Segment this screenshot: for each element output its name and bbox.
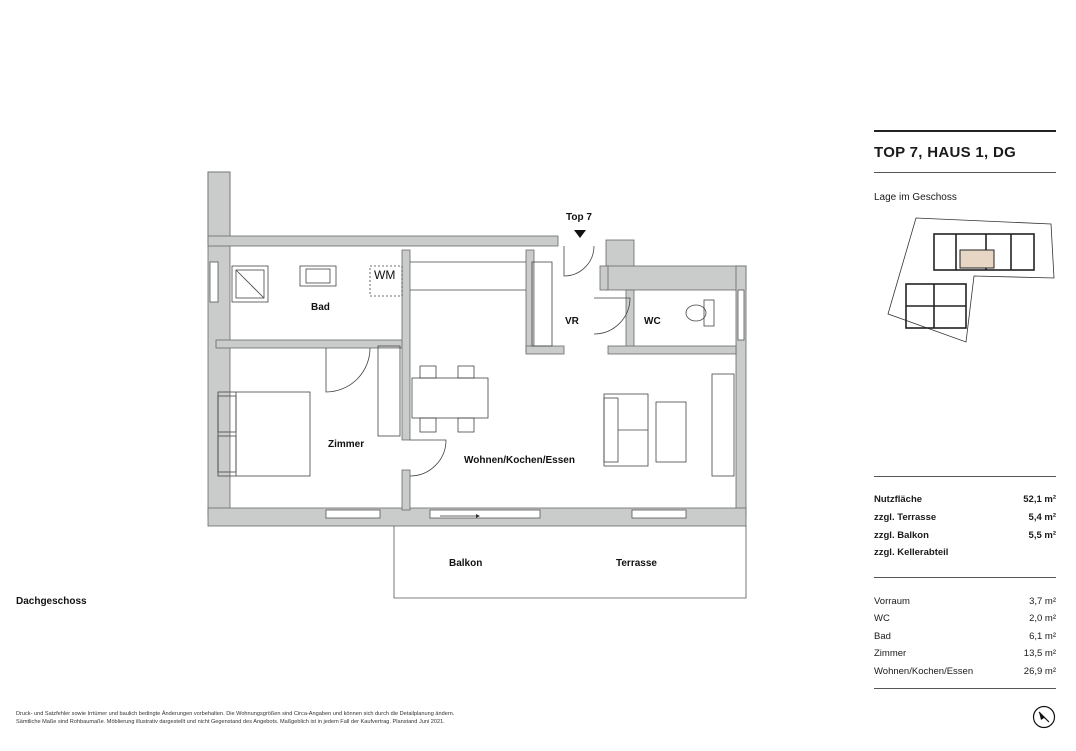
room-label-bad: Bad <box>311 302 330 313</box>
walls <box>208 172 746 526</box>
apartment-highlight <box>960 250 994 268</box>
room-row: Vorraum 3,7 m² <box>874 596 1056 607</box>
toilet <box>686 300 714 326</box>
wardrobe <box>378 262 734 476</box>
room-row: WC 2,0 m² <box>874 613 1056 624</box>
floor-label: Dachgeschoss <box>16 596 87 607</box>
room-label-wc: WC <box>644 316 661 327</box>
bed <box>218 392 310 476</box>
room-row: Wohnen/Kochen/Essen 26,9 m² <box>874 666 1056 677</box>
location-label: Lage im Geschoss <box>874 192 957 203</box>
room-row: Bad 6,1 m² <box>874 631 1056 642</box>
room-row: Zimmer 13,5 m² <box>874 648 1056 659</box>
balcony-outline <box>394 526 746 598</box>
entrance-arrow-icon <box>574 230 586 238</box>
room-label-vr: VR <box>565 316 579 327</box>
sofa <box>604 394 686 466</box>
summary-row: zzgl. Terrasse 5,4 m² <box>874 512 1056 523</box>
windows <box>210 262 744 518</box>
north-arrow-icon <box>1032 705 1056 729</box>
dining-table <box>412 366 488 432</box>
summary-row: zzgl. Balkon 5,5 m² <box>874 530 1056 541</box>
entrance-label: Top 7 <box>566 212 592 223</box>
room-label-zimmer: Zimmer <box>328 439 365 450</box>
summary-row: zzgl. Kellerabteil <box>874 547 949 558</box>
summary-row: Nutzfläche 52,1 m² <box>874 494 1056 505</box>
wm-label: WM <box>374 268 396 282</box>
disclaimer: Druck- und Satzfehler sowie Irrtümer und baulich bedingte Änderungen vorbehalten. Die Wohnungsgrößen sind Circa-Angaben und können sich durch die Detailplanung ändern. Sämtliche Maße sind Rohbaumaße. Möblierung illustrativ dargestellt und nicht Gegenstand des Angebots. Maßgeblich ist in jedem Fall der Kaufvertrag. Planstand Juni 2021. <box>16 711 455 726</box>
room-label-wohnen: Wohnen/Kochen/Essen <box>464 455 575 466</box>
room-label-terrasse: Terrasse <box>616 558 657 569</box>
room-label-balkon: Balkon <box>449 558 483 569</box>
page-title: TOP 7, HAUS 1, DG <box>874 144 1017 161</box>
location-map <box>886 214 1056 344</box>
doors <box>326 246 630 476</box>
